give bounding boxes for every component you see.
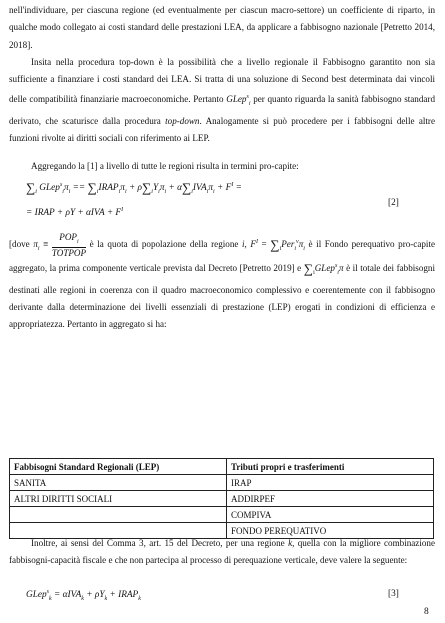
- paragraph-intro: nell'individuare, per ciascuna regione (ed eventualmente per ciascun macro-settore) un coefficiente di riparto, in qualche modo collegato ai costi standard delle prestazioni LEA, da applicare a fabbisogno nazionale [Petretto 2014, 2018].: [9, 5, 435, 50]
- paragraph-comma-3: Inoltre, ai sensi del Comma 3, art. 15 del Decreto, per una regione k, quella con la migliore combinazione fabbisogni-capacità fiscale e che non partecipa al processo di perequazione verticale, deve valere la seguente:: [9, 538, 436, 566]
- equation-2-line-1: $\sum_i$ $GLep^s_i\pi_i$ == $\sum_iIRAP_i\pi_i + \rho\sum_iY_i\pi_i + \alpha\sum_iIVA_i\pi_i + F^I$ =: [26, 180, 242, 195]
- table-cell: ADDIRPEF: [227, 491, 434, 507]
- equation-2-number: [2]: [388, 198, 399, 208]
- table-cell: COMPIVA: [227, 507, 434, 523]
- equation-2-line-2: = IRAP + $\rho Y + \alpha IVA + F^I$: [26, 207, 124, 219]
- paragraph-definitions: [dove $\pi_i$ ≡ $\frac{POP_i}{\text{TOTPOP}}$ è la quota di popolazione della regione i, $F^I = \sum_iPer_i^v\pi_i$ è il Fondo perequativo pro-capite aggregato, la prima componente verticale prevista dal Decreto [Petretto 2019] e $\sum_iGLep^s_i\pi$ è il totale dei fabbisogni destinati alle regioni in coerenza con il quadro macroeconomico complessivo e coerentemente con il fabbisogno derivante dalla determinazione dei livelli essenziali di prestazione (LEP) erogati in condizioni di efficienza e appropriatezza. Pertanto in aggregato si ha:: [9, 232, 436, 329]
- table-cell: SANITA: [10, 475, 227, 491]
- table-cell: [10, 507, 227, 523]
- table-row: [10, 491, 434, 507]
- table-cell: FONDO PEREQUATIVO: [227, 523, 434, 539]
- population-share-fraction: $\frac{POP_i}{\text{TOTPOP}}$: [51, 232, 87, 258]
- table-cell: IRAP: [227, 475, 434, 491]
- page-number: 8: [424, 607, 429, 617]
- needs-resources-table: [9, 458, 434, 539]
- equation-3: GLep$^s_k$ = $\alpha IVA_k + \rho Y_k$ + $IRAP_k$: [26, 589, 141, 602]
- table-header-row: [10, 459, 434, 475]
- paragraph-top-down: Insita nella procedura top-down è la possibilità che a livello regionale il Fabbisogno garantito non sia sufficiente a finanziare i costi standard dei LEA. Si tratta di una soluzione di Second best determinata dai vincoli delle compatibilità finanziarie macroeconomiche. Pertanto GLep$^s_i$ per quanto riguarda la sanità fabbisogno standard derivato, che scaturisce dalla procedura top-down. Analogamente si può procedere per i fabbisogni delle altre funzioni rivolte ai diritti sociali con riferimento ai LEP.: [9, 57, 436, 144]
- emphasis-top-down: top-down: [165, 115, 200, 126]
- table-cell: ALTRI DIRITTI SOCIALI: [10, 491, 227, 507]
- table-header-cell: Fabbisogni Standard Regionali (LEP): [10, 459, 227, 475]
- table-row: [10, 507, 434, 523]
- table-header-cell: Tributi propri e trasferimenti: [227, 459, 434, 475]
- table-row: [10, 475, 434, 491]
- glep-variable: GLep$^s_i$: [226, 93, 251, 107]
- equation-3-number: [3]: [388, 589, 399, 599]
- paragraph-aggregating: Aggregando la [1] a livello di tutte le regioni risulta in termini pro-capite:: [31, 161, 299, 171]
